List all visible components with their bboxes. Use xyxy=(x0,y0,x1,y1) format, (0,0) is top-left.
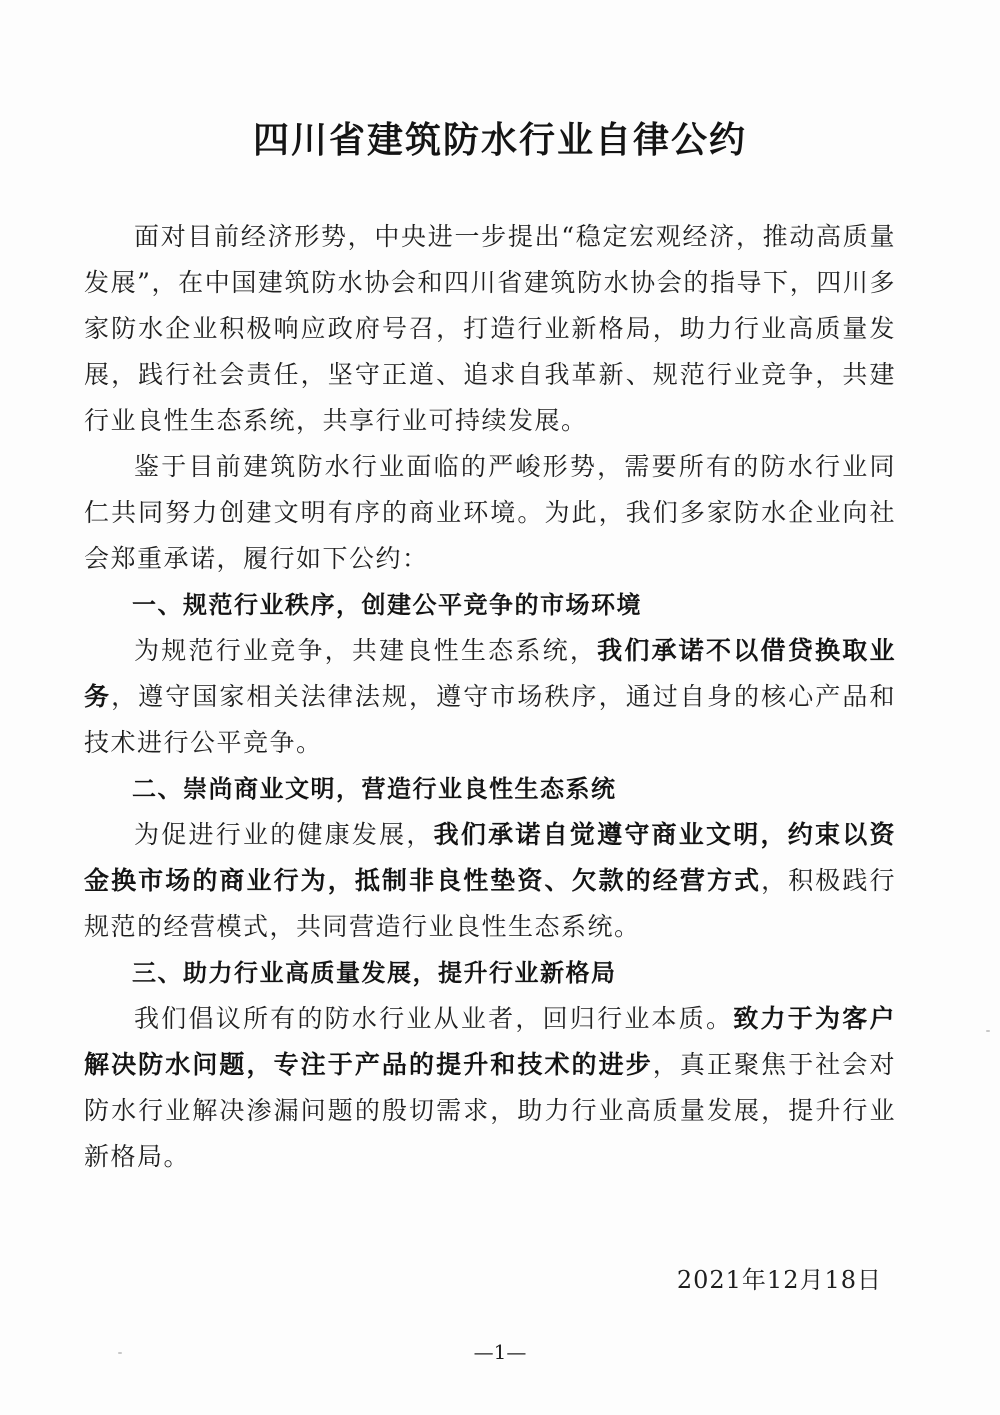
section-3-heading: 三、助力行业高质量发展，提升行业新格局 xyxy=(132,959,617,987)
intro-paragraph-1: 面对目前经济形势，中央进一步提出“稳定宏观经济，推动高质量发展”，在中国建筑防水协会和四川省建筑防水协会的指导下，四川多家防水企业积极响应政府号召，打造行业新格局，助力行业高质量发展，践行社会责任，坚守正道、追求自我革新、规范行业竞争，共建行业良性生态系统，共享行业可持续发展。 xyxy=(84,222,896,435)
section-1-text-after: ，遵守国家相关法律法规，遵守市场秩序，通过自身的核心产品和技术进行公平竞争。 xyxy=(84,682,896,757)
section-2-heading: 二、崇尚商业文明，营造行业良性生态系统 xyxy=(132,775,617,803)
document-body xyxy=(84,214,896,1180)
section-1-text-before: 为规范行业竞争，共建良性生态系统， xyxy=(134,636,598,665)
section-2-text-bold: 我们承诺自觉遵守商业文明，约束以资金换市场的商业行为，抵制非良性垫资、欠款的经营方式 xyxy=(84,820,896,895)
section-2-text-after: ，积极践行规范的经营模式，共同营造行业良性生态系统。 xyxy=(84,866,896,941)
page-number: —1— xyxy=(473,1340,527,1364)
section-3-text-bold: 致力于为客户解决防水问题，专注于产品的提升和技术的进步 xyxy=(84,1004,896,1079)
section-1-heading: 一、规范行业秩序，创建公平竞争的市场环境 xyxy=(132,591,642,619)
section-2-text-before: 为促进行业的健康发展， xyxy=(134,820,434,849)
section-2-paragraph xyxy=(84,812,896,950)
section-1-paragraph xyxy=(84,628,896,766)
scan-speck xyxy=(986,1030,990,1032)
document-title: 四川省建筑防水行业自律公约 xyxy=(252,120,747,161)
scan-speck xyxy=(118,1352,122,1354)
section-3-paragraph xyxy=(84,996,896,1180)
intro-paragraph-2: 鉴于目前建筑防水行业面临的严峻形势，需要所有的防水行业同仁共同努力创建文明有序的商业环境。为此，我们多家防水企业向社会郑重承诺，履行如下公约： xyxy=(84,452,896,573)
section-3-text-after: ，真正聚焦于社会对防水行业解决渗漏问题的殷切需求，助力行业高质量发展，提升行业新格局。 xyxy=(84,1050,896,1171)
section-1-text-bold: 我们承诺不以借贷换取业务 xyxy=(84,636,896,711)
section-3-text-before: 我们倡议所有的防水行业从业者，回归行业本质。 xyxy=(134,1004,734,1033)
document-date: 2021年12月18日 xyxy=(676,1266,882,1294)
